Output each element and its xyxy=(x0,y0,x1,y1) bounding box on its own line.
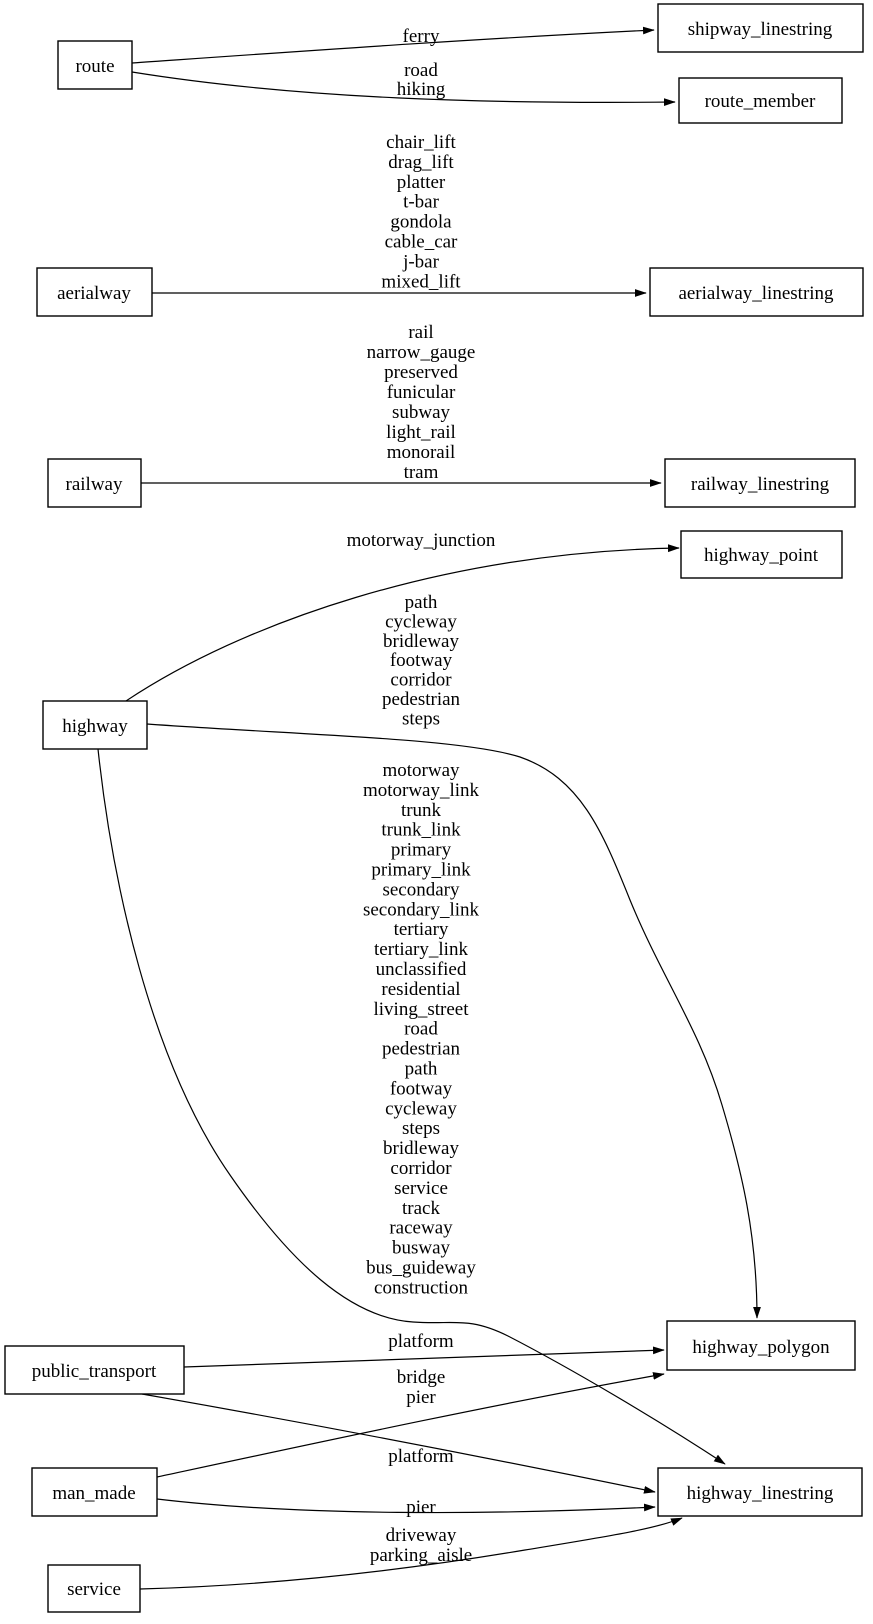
edge-label-line: bus_guideway xyxy=(366,1257,476,1279)
edge-label-line: tertiary_link xyxy=(374,939,468,961)
node-label: service xyxy=(67,1579,121,1600)
node-railway xyxy=(48,459,141,507)
edge-labels-public_transport-linestring xyxy=(388,1446,454,1467)
edge-labels-highway-polygon xyxy=(382,592,461,729)
edge-label-line: ferry xyxy=(402,26,440,47)
node-label: aerialway_linestring xyxy=(678,283,834,304)
edge-label-line: track xyxy=(402,1197,440,1219)
node-shipway_linestring xyxy=(658,4,863,52)
node-aerialway xyxy=(37,268,152,316)
edge-labels-aerialway xyxy=(381,132,461,292)
edge-label-line: motorway xyxy=(382,760,460,781)
edge-label-line: motorway_link xyxy=(362,779,480,801)
edge-label-line: j-bar xyxy=(403,251,439,273)
edge-label-line: construction xyxy=(374,1277,468,1299)
edge-label-line: raceway xyxy=(389,1217,453,1239)
edge-label-line: chair_lift xyxy=(386,132,456,153)
node-label: shipway_linestring xyxy=(687,19,833,40)
edge-label-line: road xyxy=(404,60,438,81)
node-label: highway_linestring xyxy=(686,1483,834,1504)
edge-label-line: steps xyxy=(402,1118,440,1140)
node-label: highway_point xyxy=(704,545,818,566)
edge-labels-man_made-polygon xyxy=(397,1367,446,1408)
node-label: route xyxy=(75,56,115,77)
node-label: public_transport xyxy=(31,1361,157,1382)
edge-label-line: primary_link xyxy=(371,859,471,881)
node-label: railway xyxy=(65,474,123,495)
edge-label-line: pedestrian xyxy=(381,689,461,710)
edge-label-line: cycleway xyxy=(385,1098,457,1120)
node-man_made xyxy=(32,1468,157,1516)
edge-label-line: parking_aisle xyxy=(369,1545,473,1566)
edge-label-line: road xyxy=(404,1018,438,1040)
node-label: man_made xyxy=(52,1483,136,1504)
edge-labels-man_made-linestring xyxy=(406,1497,436,1518)
edge-label-line: rail xyxy=(408,322,434,343)
node-highway_linestring xyxy=(658,1468,862,1516)
edge-label-line: residential xyxy=(381,978,461,1000)
edge-label-line: bridleway xyxy=(383,1138,459,1160)
edge-label-line: cycleway xyxy=(385,611,457,633)
edge-label-line: platter xyxy=(396,171,446,193)
edge-label-line: tram xyxy=(403,462,439,483)
edge-label-line: living_street xyxy=(373,998,469,1020)
node-route_member xyxy=(679,78,842,123)
node-aerialway_linestring xyxy=(650,268,863,316)
node-public_transport xyxy=(5,1346,184,1394)
edge-label-line: bridge xyxy=(396,1367,446,1388)
edge-label-line: drag_lift xyxy=(388,151,454,173)
edge-label-line: footway xyxy=(389,1078,453,1100)
edge-label-line: tertiary xyxy=(393,919,449,941)
edge-label-line: secondary xyxy=(382,879,460,901)
edge-labels-public_transport-polygon xyxy=(388,1331,454,1352)
edge-label-line: monorail xyxy=(386,442,456,463)
edge-label-line: bridleway xyxy=(383,630,459,652)
edge-public_transport-to-highway_polygon xyxy=(184,1350,664,1367)
edge-label-line: path xyxy=(404,1058,438,1080)
edge-label-line: driveway xyxy=(385,1525,457,1546)
edge-label-line: platform xyxy=(388,1331,454,1352)
edge-label-line: mixed_lift xyxy=(381,271,461,293)
edge-label-line: motorway_junction xyxy=(346,530,496,551)
node-route xyxy=(58,41,132,89)
node-service xyxy=(48,1565,140,1612)
edge-label-line: narrow_gauge xyxy=(366,342,476,363)
edge-label-line: cable_car xyxy=(384,231,458,253)
node-railway_linestring xyxy=(665,459,855,507)
edge-label-line: corridor xyxy=(390,1158,452,1179)
edge-public_transport-to-highway_linestring xyxy=(142,1394,655,1492)
edge-label-line: platform xyxy=(388,1446,454,1467)
edge-label-line: subway xyxy=(391,402,451,423)
edge-labels-highway-point xyxy=(347,530,496,551)
edge-labels-route-shipway xyxy=(403,26,440,47)
edge-label-line: service xyxy=(394,1177,448,1199)
node-label: highway_polygon xyxy=(692,1337,830,1358)
node-highway xyxy=(43,701,147,749)
edge-labels-service-linestring xyxy=(370,1525,472,1566)
edge-labels-railway xyxy=(367,322,476,483)
edge-label-line: pier xyxy=(406,1497,436,1518)
edge-label-line: primary xyxy=(390,839,452,861)
edge-label-line: light_rail xyxy=(386,422,456,443)
edge-label-line: steps xyxy=(402,708,440,730)
edge-label-line: funicular xyxy=(386,382,456,403)
edge-label-line: trunk xyxy=(400,799,442,821)
edge-label-line: corridor xyxy=(390,669,452,691)
edge-label-line: footway xyxy=(389,650,453,672)
node-label: aerialway xyxy=(57,283,131,304)
edge-label-line: trunk_link xyxy=(381,819,461,841)
edge-labels-highway-linestring xyxy=(363,760,480,1298)
edge-label-line: hiking xyxy=(396,79,446,100)
edge-label-line: unclassified xyxy=(375,959,467,980)
node-label: railway_linestring xyxy=(690,474,830,495)
node-label: route_member xyxy=(704,91,816,112)
node-label: highway xyxy=(62,716,128,737)
edge-route-to-shipway_linestring xyxy=(132,30,654,63)
edge-label-line: pier xyxy=(406,1387,436,1408)
edge-label-line: t-bar xyxy=(403,191,439,213)
edge-label-line: pedestrian xyxy=(381,1038,461,1060)
edge-label-line: gondola xyxy=(390,211,452,233)
node-highway_point xyxy=(681,531,842,578)
edge-labels-route-route_member xyxy=(397,60,446,100)
edge-label-line: busway xyxy=(391,1237,451,1259)
edge-label-line: preserved xyxy=(384,362,458,383)
edge-label-line: path xyxy=(404,592,438,613)
edge-label-line: secondary_link xyxy=(362,899,480,921)
node-highway_polygon xyxy=(667,1321,855,1370)
